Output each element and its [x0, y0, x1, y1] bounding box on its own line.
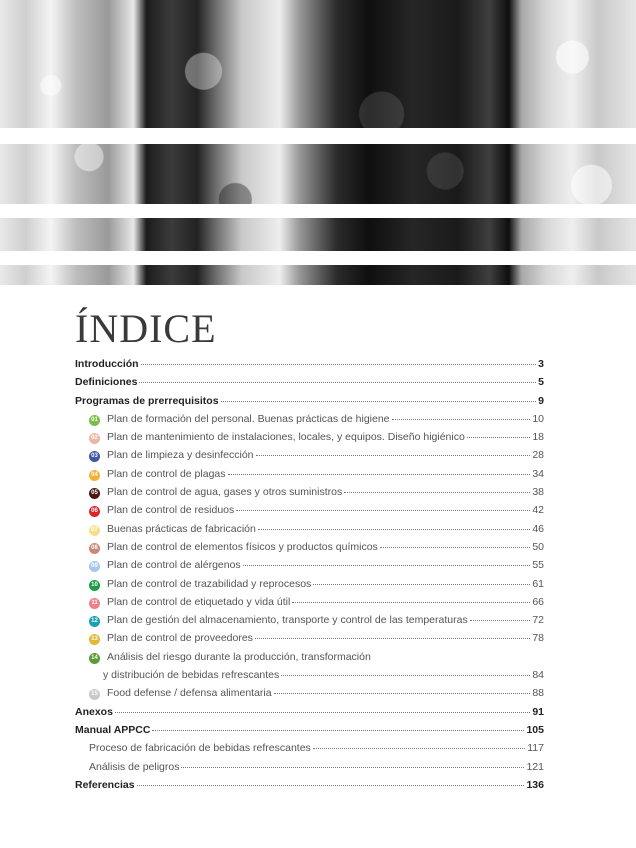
toc-entry-page: 84: [532, 669, 544, 682]
dot-leader: [243, 565, 531, 566]
hero-stripe: [0, 128, 636, 144]
dot-leader: [281, 675, 530, 676]
section-number-badge: 12: [89, 616, 100, 627]
dot-leader: [181, 767, 524, 768]
dot-leader: [258, 529, 530, 530]
dot-leader: [344, 492, 530, 493]
toc-entry[interactable]: [75, 358, 544, 376]
toc-entry-page: 91: [532, 705, 544, 718]
toc-entry[interactable]: [75, 395, 544, 413]
hero-image: [0, 0, 636, 285]
toc-entry-page: 46: [532, 522, 544, 535]
toc-entry-label: Análisis del riesgo durante la producción, transformación: [107, 650, 371, 663]
toc-entry-page: 136: [526, 778, 544, 791]
toc-entry[interactable]: [75, 486, 544, 504]
toc-entry[interactable]: [75, 669, 544, 687]
section-number-badge: 05: [89, 488, 100, 499]
toc-entry-page: 78: [532, 632, 544, 645]
toc-entry-page: 3: [538, 358, 544, 370]
dot-leader: [313, 748, 525, 749]
section-number-badge: 07: [89, 525, 100, 536]
hero-stripe: [0, 204, 636, 218]
toc-entry[interactable]: [75, 761, 544, 779]
section-number-badge: 13: [89, 634, 100, 645]
dot-leader: [115, 712, 530, 713]
toc-entry-label: Plan de control de agua, gases y otros suministros: [107, 486, 343, 499]
dot-leader: [255, 638, 530, 639]
toc-entry-label: Definiciones: [75, 376, 138, 389]
dot-leader: [256, 455, 531, 456]
section-number-badge: 11: [89, 598, 100, 609]
section-number-badge: 02: [89, 433, 100, 444]
dot-leader: [141, 364, 537, 365]
section-number-badge: 09: [89, 561, 100, 572]
toc-entry-page: 42: [532, 504, 544, 517]
section-number-badge: 08: [89, 543, 100, 554]
section-number-badge: 10: [89, 580, 100, 591]
dot-leader: [137, 785, 525, 786]
toc-entry-label: Buenas prácticas de fabricación: [107, 522, 256, 535]
toc-entry[interactable]: [75, 523, 544, 541]
toc-entry-page: 10: [532, 412, 544, 425]
toc-entry-label: Plan de formación del personal. Buenas prácticas de higiene: [107, 412, 390, 425]
hero-stripe: [0, 251, 636, 265]
toc-entry-page: 18: [532, 431, 544, 444]
toc-entry-page: 66: [532, 595, 544, 608]
table-of-contents: [75, 358, 544, 797]
toc-entry-label: Programas de prerrequisitos: [75, 394, 219, 407]
toc-entry[interactable]: [75, 504, 544, 522]
dot-leader: [292, 602, 530, 603]
dot-leader: [380, 547, 531, 548]
toc-entry-page: 105: [526, 723, 544, 736]
toc-entry-label: Proceso de fabricación de bebidas refrescantes: [89, 742, 311, 755]
toc-entry-label: Análisis de peligros: [89, 760, 180, 773]
dot-leader: [221, 401, 537, 402]
toc-entry[interactable]: [75, 614, 544, 632]
toc-entry-page: 9: [538, 394, 544, 407]
toc-entry-page: 117: [527, 742, 544, 755]
toc-entry[interactable]: [75, 449, 544, 467]
toc-entry-label: Plan de control de trazabilidad y reprocesos: [107, 577, 312, 590]
toc-entry-page: 50: [532, 540, 544, 553]
toc-entry-label: Plan de control de residuos: [107, 504, 235, 517]
toc-entry-page: 61: [532, 577, 544, 590]
toc-entry[interactable]: [75, 632, 544, 650]
toc-entry-label: Manual APPCC: [75, 723, 151, 736]
toc-entry-page: 28: [532, 449, 544, 462]
toc-entry-label: Plan de control de elementos físicos y productos químicos: [107, 540, 378, 553]
toc-entry[interactable]: [75, 687, 544, 705]
toc-entry-label: Plan de gestión del almacenamiento, transporte y control de las temperaturas: [107, 614, 468, 627]
toc-entry-label: Food defense / defensa alimentaria: [107, 687, 272, 700]
toc-entry-page: 34: [532, 467, 544, 480]
dot-leader: [228, 474, 531, 475]
toc-entry-label: Plan de control de proveedores: [107, 632, 253, 645]
toc-entry[interactable]: [75, 431, 544, 449]
dot-leader: [274, 693, 531, 694]
dot-leader: [467, 437, 531, 438]
toc-entry[interactable]: [75, 413, 544, 431]
toc-entry[interactable]: [75, 724, 544, 742]
toc-entry-label: y distribución de bebidas refrescantes: [103, 669, 280, 682]
toc-entry-label: Plan de control de plagas: [107, 467, 226, 480]
section-number-badge: 15: [89, 689, 100, 700]
toc-entry-label: Anexos: [75, 705, 113, 718]
toc-entry[interactable]: [75, 742, 544, 760]
toc-entry-page: 5: [538, 376, 544, 389]
toc-entry[interactable]: [75, 706, 544, 724]
dot-leader: [470, 620, 531, 621]
toc-entry[interactable]: [75, 596, 544, 614]
toc-entry-label: Introducción: [75, 358, 139, 370]
toc-entry[interactable]: [75, 541, 544, 559]
section-number-badge: 04: [89, 470, 100, 481]
page-title: ÍNDICE: [75, 306, 217, 351]
toc-entry[interactable]: [75, 559, 544, 577]
section-number-badge: 06: [89, 506, 100, 517]
toc-entry-page: 121: [526, 760, 544, 773]
dot-leader: [392, 419, 531, 420]
toc-entry-page: 72: [532, 614, 544, 627]
section-number-badge: 03: [89, 451, 100, 462]
toc-entry-label: Plan de control de alérgenos: [107, 559, 241, 572]
toc-entry-label: Plan de control de etiquetado y vida útil: [107, 595, 291, 608]
dot-leader: [152, 730, 524, 731]
dot-leader: [313, 584, 530, 585]
toc-entry[interactable]: [75, 578, 544, 596]
toc-entry-label: Plan de limpieza y desinfección: [107, 449, 254, 462]
toc-entry-label: Plan de mantenimiento de instalaciones, locales, y equipos. Diseño higiénico: [107, 431, 465, 444]
toc-entry-page: 55: [532, 559, 544, 572]
toc-entry[interactable]: [75, 651, 544, 669]
section-number-badge: 01: [89, 415, 100, 426]
toc-entry[interactable]: [75, 468, 544, 486]
dot-leader: [236, 510, 530, 511]
toc-entry-page: 38: [532, 486, 544, 499]
dot-leader: [139, 382, 536, 383]
toc-entry[interactable]: [75, 779, 544, 797]
toc-entry[interactable]: [75, 376, 544, 394]
section-number-badge: 14: [89, 653, 100, 664]
toc-entry-label: Referencias: [75, 778, 135, 791]
toc-entry-page: 88: [532, 687, 544, 700]
